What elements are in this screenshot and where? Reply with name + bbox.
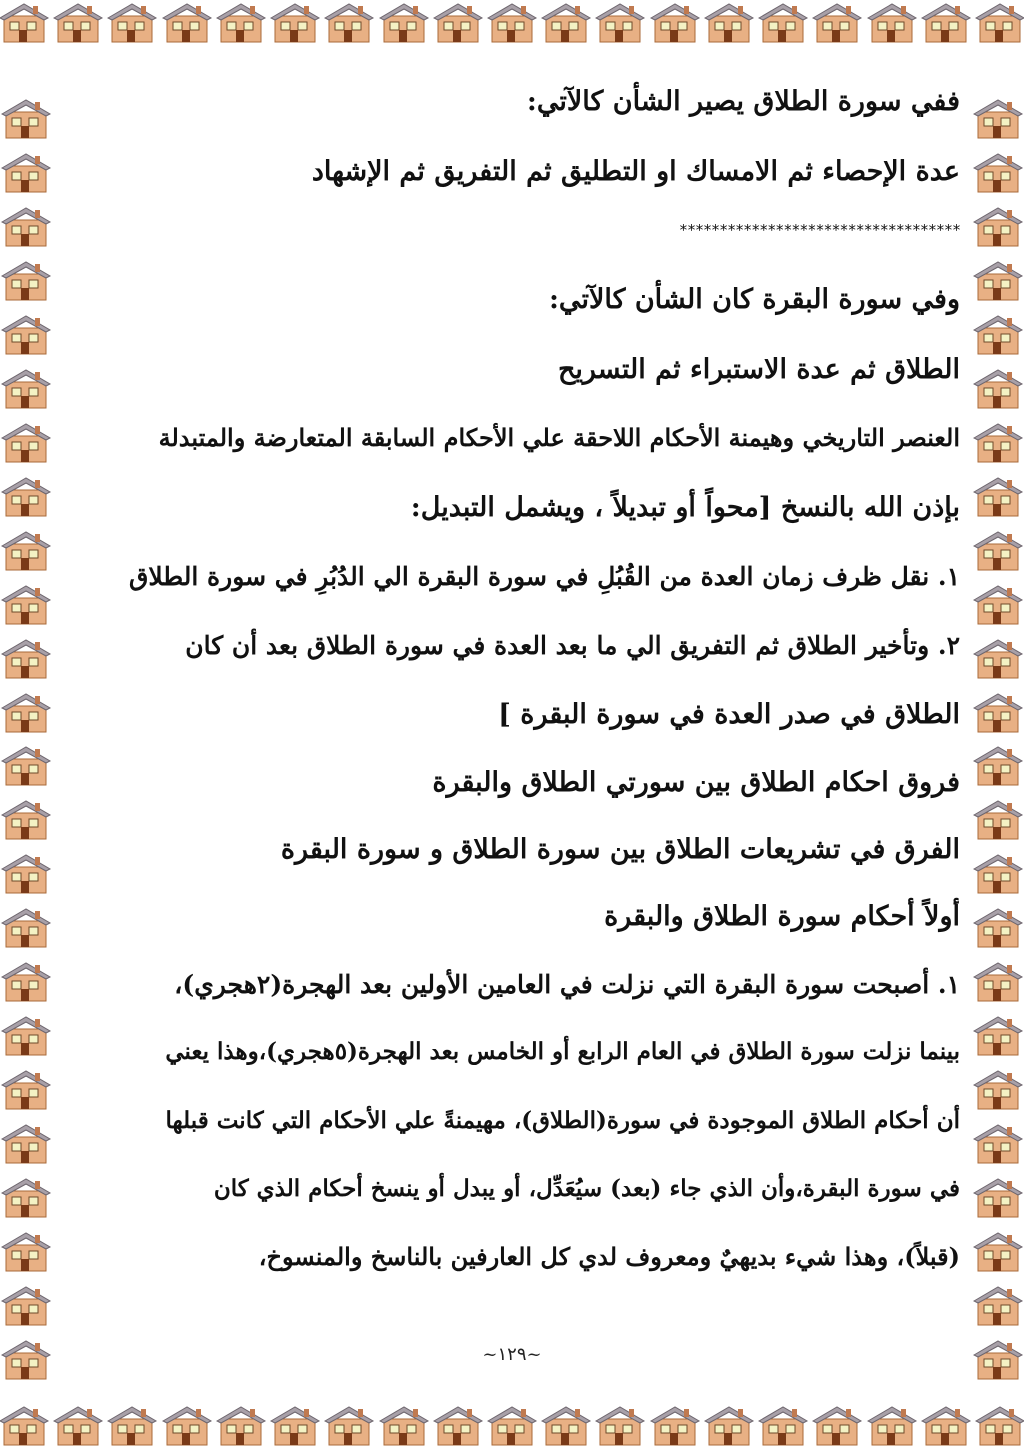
house-icon bbox=[2, 100, 50, 138]
house-icon bbox=[813, 1407, 861, 1445]
house-icon bbox=[813, 4, 861, 42]
house-icon bbox=[108, 1407, 156, 1445]
house-icon bbox=[488, 4, 536, 42]
house-icon bbox=[108, 4, 156, 42]
text-line-17: (قبلاً)، وهذا شيء بديهيٌ ومعروف لدي كل العارفين بالناسخ والمنسوخ، bbox=[258, 1242, 960, 1271]
house-icon bbox=[974, 747, 1022, 785]
house-icon bbox=[217, 4, 265, 42]
house-icon bbox=[542, 4, 590, 42]
house-icon bbox=[2, 1125, 50, 1163]
house-icon bbox=[922, 1407, 970, 1445]
house-icon bbox=[596, 1407, 644, 1445]
text-line-4: الطلاق ثم عدة الاستبراء ثم التسريح bbox=[557, 354, 960, 385]
house-icon bbox=[974, 370, 1022, 408]
house-icon bbox=[325, 4, 373, 42]
text-line-3: وفي سورة البقرة كان الشأن كالآتي: bbox=[548, 284, 960, 315]
house-icon bbox=[325, 1407, 373, 1445]
house-icon bbox=[542, 1407, 590, 1445]
house-icon bbox=[380, 4, 428, 42]
text-line-10: فروق احكام الطلاق بين سورتي الطلاق والبقرة bbox=[432, 767, 960, 798]
text-line-5: العنصر التاريخي وهيمنة الأحكام اللاحقة علي الأحكام السابقة المتعارضة والمتبدلة bbox=[158, 423, 960, 452]
house-icon bbox=[2, 208, 50, 246]
house-icon bbox=[974, 316, 1022, 354]
house-icon bbox=[380, 1407, 428, 1445]
text-line-15: أن أحكام الطلاق الموجودة في سورة(الطلاق)، مهيمنةً علي الأحكام التي كانت قبلها bbox=[165, 1107, 960, 1134]
house-icon bbox=[974, 532, 1022, 570]
house-icon bbox=[271, 1407, 319, 1445]
house-icon bbox=[2, 1071, 50, 1109]
house-icon bbox=[0, 4, 48, 42]
house-icon bbox=[974, 909, 1022, 947]
house-icon bbox=[2, 640, 50, 678]
house-icon bbox=[2, 154, 50, 192]
house-icon bbox=[974, 1179, 1022, 1217]
house-icon bbox=[2, 963, 50, 1001]
house-icon bbox=[976, 4, 1024, 42]
house-icon bbox=[2, 855, 50, 893]
house-icon bbox=[2, 316, 50, 354]
house-icon bbox=[976, 1407, 1024, 1445]
house-icon bbox=[271, 4, 319, 42]
house-icon bbox=[759, 4, 807, 42]
house-icon bbox=[868, 4, 916, 42]
house-icon bbox=[974, 154, 1022, 192]
house-icon bbox=[2, 1287, 50, 1325]
house-icon bbox=[651, 4, 699, 42]
house-icon bbox=[974, 1287, 1022, 1325]
house-icon bbox=[2, 747, 50, 785]
house-icon bbox=[974, 1233, 1022, 1271]
text-line-12: أولاً أحكام سورة الطلاق والبقرة bbox=[604, 901, 960, 932]
text-line-2: عدة الإحصاء ثم الامساك او التطليق ثم التفريق ثم الإشهاد bbox=[311, 156, 960, 187]
house-icon bbox=[2, 1017, 50, 1055]
house-icon bbox=[2, 370, 50, 408]
house-icon bbox=[974, 208, 1022, 246]
house-icon bbox=[974, 478, 1022, 516]
house-icon bbox=[705, 4, 753, 42]
document-body bbox=[64, 70, 960, 1370]
text-line-8: ٢. وتأخير الطلاق ثم التفريق الي ما بعد العدة في سورة الطلاق بعد أن كان bbox=[185, 631, 960, 660]
house-icon bbox=[217, 1407, 265, 1445]
house-icon bbox=[974, 100, 1022, 138]
house-icon bbox=[434, 4, 482, 42]
house-icon bbox=[2, 801, 50, 839]
house-icon bbox=[974, 801, 1022, 839]
house-icon bbox=[2, 262, 50, 300]
house-icon bbox=[868, 1407, 916, 1445]
house-icon bbox=[651, 1407, 699, 1445]
house-icon bbox=[974, 1125, 1022, 1163]
house-icon bbox=[163, 4, 211, 42]
house-icon bbox=[2, 478, 50, 516]
house-icon bbox=[2, 586, 50, 624]
house-icon bbox=[974, 855, 1022, 893]
text-line-13: ١. أصبحت سورة البقرة التي نزلت في العامين الأولين بعد الهجرة(٢هجري)، bbox=[174, 970, 960, 999]
page-number: ~١٢٩~ bbox=[482, 1344, 542, 1365]
house-icon bbox=[163, 1407, 211, 1445]
text-line-7: ١. نقل ظرف زمان العدة من القُبُلِ في سورة البقرة الي الدُبُرِ في سورة الطلاق bbox=[128, 562, 960, 591]
text-line-14: بينما نزلت سورة الطلاق في العام الرابع أو الخامس بعد الهجرة(٥هجري)،وهذا يعني bbox=[165, 1038, 960, 1065]
separator-stars: *********************************** bbox=[678, 221, 960, 239]
house-icon bbox=[974, 963, 1022, 1001]
text-line-16: في سورة البقرة،وأن الذي جاء (بعد) سيُعَدِّل، أو يبدل أو ينسخ أحكام الذي كان bbox=[213, 1175, 960, 1202]
house-icon bbox=[54, 4, 102, 42]
house-icon bbox=[705, 1407, 753, 1445]
house-icon bbox=[2, 909, 50, 947]
house-icon bbox=[0, 1407, 48, 1445]
house-icon bbox=[974, 262, 1022, 300]
house-icon bbox=[2, 694, 50, 732]
house-icon bbox=[974, 1071, 1022, 1109]
house-icon bbox=[434, 1407, 482, 1445]
house-icon bbox=[974, 694, 1022, 732]
house-icon bbox=[488, 1407, 536, 1445]
house-icon bbox=[974, 424, 1022, 462]
house-icon bbox=[596, 4, 644, 42]
house-icon bbox=[2, 532, 50, 570]
house-icon bbox=[2, 1233, 50, 1271]
house-icon bbox=[54, 1407, 102, 1445]
house-icon bbox=[759, 1407, 807, 1445]
text-line-6: بإذن الله بالنسخ [محواً أو تبديلاً ، ويشمل التبديل: bbox=[410, 492, 960, 523]
house-icon bbox=[2, 424, 50, 462]
house-icon bbox=[974, 1017, 1022, 1055]
house-icon bbox=[974, 586, 1022, 624]
text-line-1: ففي سورة الطلاق يصير الشأن كالآتي: bbox=[526, 86, 960, 117]
text-line-11: الفرق في تشريعات الطلاق بين سورة الطلاق و سورة البقرة bbox=[280, 834, 960, 865]
house-icon bbox=[922, 4, 970, 42]
house-icon bbox=[2, 1179, 50, 1217]
house-icon bbox=[974, 640, 1022, 678]
text-line-9: الطلاق في صدر العدة في سورة البقرة ] bbox=[498, 699, 960, 730]
